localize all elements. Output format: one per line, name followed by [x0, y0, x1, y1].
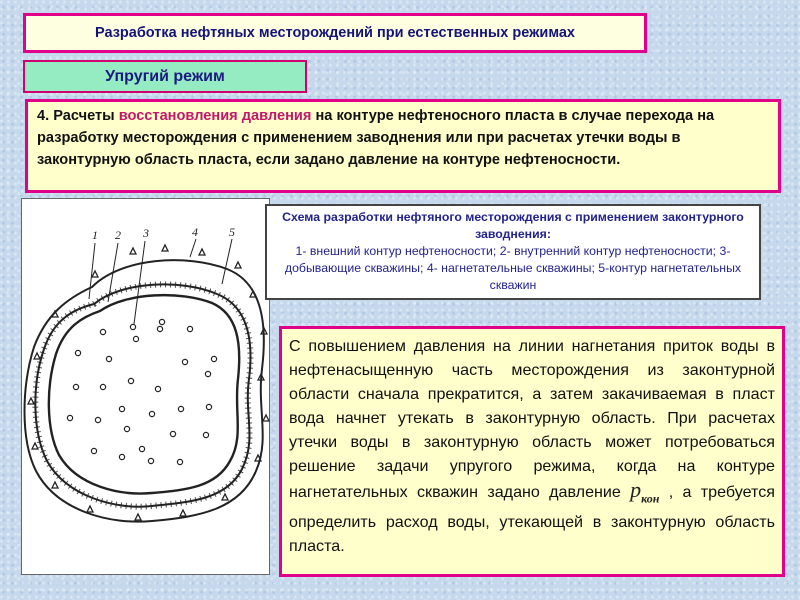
scheme-label-3: 3: [143, 226, 149, 240]
figure-caption: [265, 204, 761, 300]
task-highlight: восстановления давления: [118, 108, 312, 124]
production-well: [133, 336, 138, 341]
caption-body: 1- внешний контур нефтеносности; 2- внутренний контур нефтеносности; 3- добывающие скважины; 4- нагнетательные скважины; 5-контур нагнетательных скважин: [284, 244, 742, 292]
explanation-text: [279, 326, 785, 577]
task-text-end: на контуре нефтеносного пласта в случае перехода на разработку месторождения с применением заводнения или при расчетах утечки воды в законтурную область пласта, если задано давление на контуре нефтеносности.: [37, 108, 715, 168]
outer-oil-contour: [35, 284, 250, 506]
production-well: [130, 324, 135, 329]
production-well: [155, 386, 160, 391]
pressure-symbol: [630, 477, 660, 506]
production-well: [128, 378, 133, 383]
production-well: [100, 384, 105, 389]
production-well: [170, 431, 175, 436]
injection-well: [162, 245, 168, 251]
inner-oil-contour: [49, 295, 239, 493]
production-wells: [67, 319, 216, 464]
scheme-label-5: 5: [229, 225, 235, 239]
injection-well: [222, 494, 228, 500]
leader-line: [222, 239, 232, 284]
production-well: [157, 326, 162, 331]
production-well: [139, 446, 144, 451]
production-well: [124, 426, 129, 431]
production-well: [182, 359, 187, 364]
production-well: [119, 454, 124, 459]
section-subtitle-text: Упругий режим: [105, 67, 225, 85]
leader-line: [190, 239, 196, 257]
production-well: [75, 350, 80, 355]
pressure-symbol-letter: p: [630, 477, 642, 502]
outer-contour-hatching: [35, 284, 250, 506]
production-well: [100, 329, 105, 334]
caption-title: Схема разработки нефтяного месторождения с применением законтурного заводнения:: [282, 210, 744, 241]
pressure-symbol-subscript: кон: [641, 491, 660, 506]
production-well: [148, 458, 153, 463]
injection-well: [130, 248, 136, 254]
leader-line: [89, 243, 95, 299]
production-well: [177, 459, 182, 464]
production-well: [149, 411, 154, 416]
slide-title: [23, 13, 647, 53]
injection-well: [92, 271, 98, 277]
injection-well: [52, 311, 58, 317]
production-well: [91, 448, 96, 453]
scheme-label-2: 2: [115, 228, 121, 242]
injection-well: [34, 353, 40, 359]
injection-well: [250, 291, 256, 297]
injection-well: [199, 249, 205, 255]
field-scheme-drawing: [22, 199, 271, 576]
production-well: [73, 384, 78, 389]
injection-well: [235, 262, 241, 268]
task-description: [25, 99, 781, 193]
field-scheme-figure: [21, 198, 270, 575]
production-well: [119, 406, 124, 411]
explanation-text-end: , а требуется определить расход воды, утекающей в законтурную область пласта.: [289, 483, 775, 556]
scheme-label-1: 1: [92, 228, 98, 242]
production-well: [159, 319, 164, 324]
production-well: [211, 356, 216, 361]
production-well: [106, 356, 111, 361]
production-well: [187, 326, 192, 331]
injection-well: [87, 506, 93, 512]
section-subtitle: [23, 60, 307, 93]
injection-well: [135, 514, 141, 520]
injection-well: [180, 510, 186, 516]
injection-well: [263, 415, 269, 421]
slide-title-text: Разработка нефтяных месторождений при естественных режимах: [95, 25, 575, 41]
injection-well: [52, 482, 58, 488]
scheme-label-4: 4: [192, 225, 198, 239]
injection-well: [32, 443, 38, 449]
production-well: [203, 432, 208, 437]
injection-well: [28, 398, 34, 404]
production-well: [178, 406, 183, 411]
production-well: [95, 417, 100, 422]
production-well: [67, 415, 72, 420]
production-well: [206, 404, 211, 409]
explanation-text-start: С повышением давления на линии нагнетания приток воды в нефтенасыщенную часть месторождения из законтурной области сначала прекратится, а затем закачиваемая в пласт вода начнет утекать в законтурную область. При расчетах утечки воды в законтурную область может потребоваться решение задачи упругого режима, когда на контуре нагнетательных скважин задано давление: [289, 337, 775, 501]
production-well: [205, 371, 210, 376]
task-text-start: 4. Расчеты: [37, 108, 119, 124]
